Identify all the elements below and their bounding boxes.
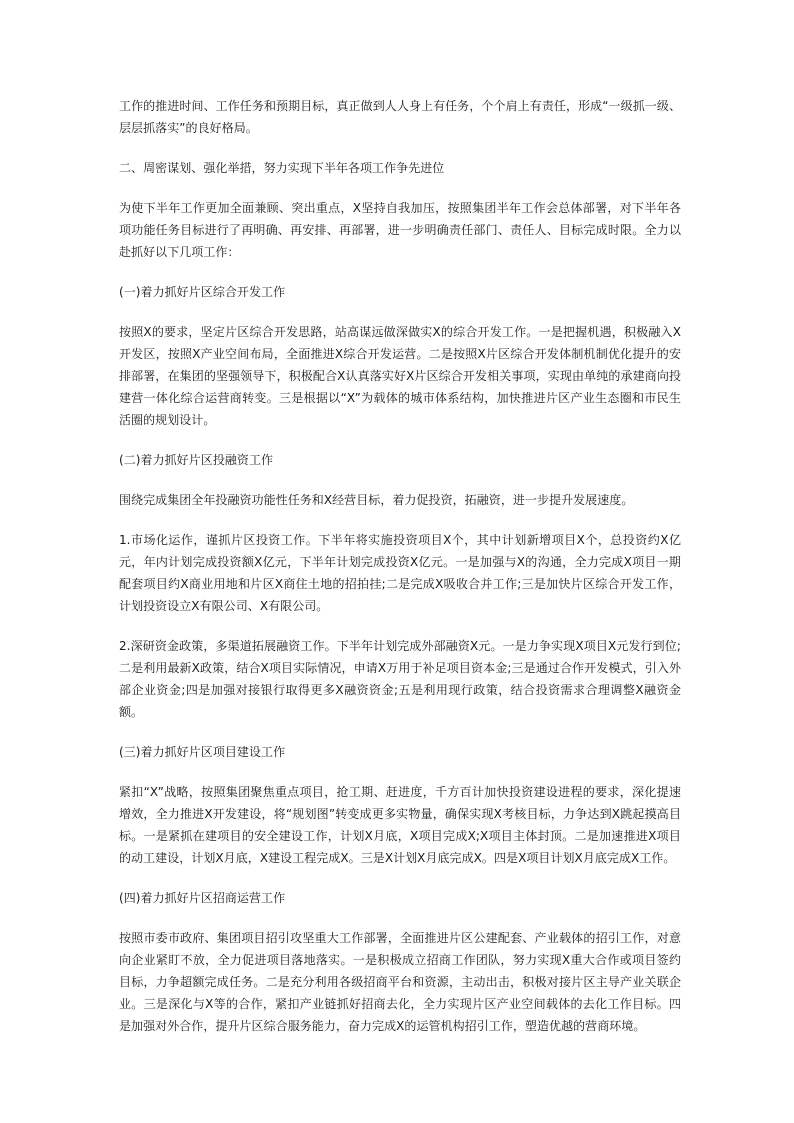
intro-paragraph: 工作的推进时间、工作任务和预期目标，真正做到人人身上有任务，个个肩上有责任，形成“一级抓一级、层层抓落实”的良好格局。 bbox=[119, 99, 681, 135]
section-2-intro-paragraph: 为使下半年工作更加全面兼顾、突出重点，X坚持自我加压，按照集团半年工作会总体部署，对下半年各项功能任务目标进行了再明确、再安排、再部署，进一步明确责任部门、责任人、目标完成时限。全力以赴抓好以下几项工作： bbox=[119, 201, 681, 259]
subsection-1-paragraph: 按照X的要求，坚定片区综合开发思路，站高谋远做深做实X的综合开发工作。一是把握机遇，积极融入X开发区，按照X产业空间布局，全面推进X综合开发运营。二是按照X片区综合开发体制机制优化提升的安排部署，在集团的坚强领导下，积极配合X认真落实好X片区综合开发相关事项，实现由单纯的承建商向投建营一体化综合运营商转变。三是根据以“X”为载体的城市体系结构，加快推进片区产业生态圈和市民生活圈的规划设计。 bbox=[119, 325, 681, 427]
document-page bbox=[119, 95, 681, 1037]
subsection-heading-4: (四)着力抓好片区招商运营工作 bbox=[119, 891, 286, 905]
section-heading-2: 二、周密谋划、强化举措，努力实现下半年各项工作争先进位 bbox=[119, 161, 445, 175]
subsection-2-intro-paragraph: 围绕完成集团全年投融资功能性任务和X经营目标，着力促投资，拓融资，进一步提升发展速度。 bbox=[119, 493, 634, 507]
subsection-2-item-1-paragraph: 1.市场化运作，谨抓片区投资工作。下半年将实施投资项目X个，其中计划新增项目X个，总投资约X亿元，年内计划完成投资额X亿元，下半年计划完成投资X亿元。一是加强与X的沟通，全力完成X项目一期配套项目约X商业用地和片区X商住土地的招拍挂;二是完成X吸收合并工作;三是加快片区综合开发工作，计划投资设立X有限公司、X有限公司。 bbox=[119, 533, 681, 613]
subsection-heading-1: (一)着力抓好片区综合开发工作 bbox=[119, 285, 286, 299]
subsection-3-paragraph: 紧扣“X”战略，按照集团聚焦重点项目，抢工期、赶进度，千方百计加快投资建设进程的要求，深化提速增效，全力推进X开发建设，将“规划图”转变成更多实物量，确保实现X考核目标，力争达到X跳起摸高目标。一是紧抓在建项目的安全建设工作，计划X月底，X项目完成X;X项目主体封顶。二是加速推进X项目的动工建设，计划X月底，X建设工程完成X。三是X计划X月底完成X。四是X项目计划X月底完成X工作。 bbox=[119, 785, 681, 865]
subsection-heading-2: (二)着力抓好片区投融资工作 bbox=[119, 453, 274, 467]
subsection-2-item-2-paragraph: 2.深研资金政策，多渠道拓展融资工作。下半年计划完成外部融资X元。一是力争实现X项目X元发行到位;二是利用最新X政策，结合X项目实际情况，申请X万用于补足项目资本金;三是通过合作开发模式，引入外部企业资金;四是加强对接银行取得更多X融资资金;五是利用现行政策，结合投资需求合理调整X融资金额。 bbox=[119, 639, 681, 719]
subsection-heading-3: (三)着力抓好片区项目建设工作 bbox=[119, 745, 286, 759]
subsection-4-paragraph: 按照市委市政府、集团项目招引攻坚重大工作部署，全面推进片区公建配套、产业载体的招引工作，对意向企业紧盯不放，全力促进项目落地落实。一是积极成立招商工作团队，努力实现X重大合作或项目签约目标，力争超额完成任务。二是充分利用各级招商平台和资源，主动出击，积极对接片区主导产业关联企业。三是深化与X等的合作，紧扣产业链抓好招商去化，全力实现片区产业空间载体的去化工作目标。四是加强对外合作，提升片区综合服务能力，奋力完成X的运管机构招引工作，塑造优越的营商环境。 bbox=[119, 931, 681, 1033]
